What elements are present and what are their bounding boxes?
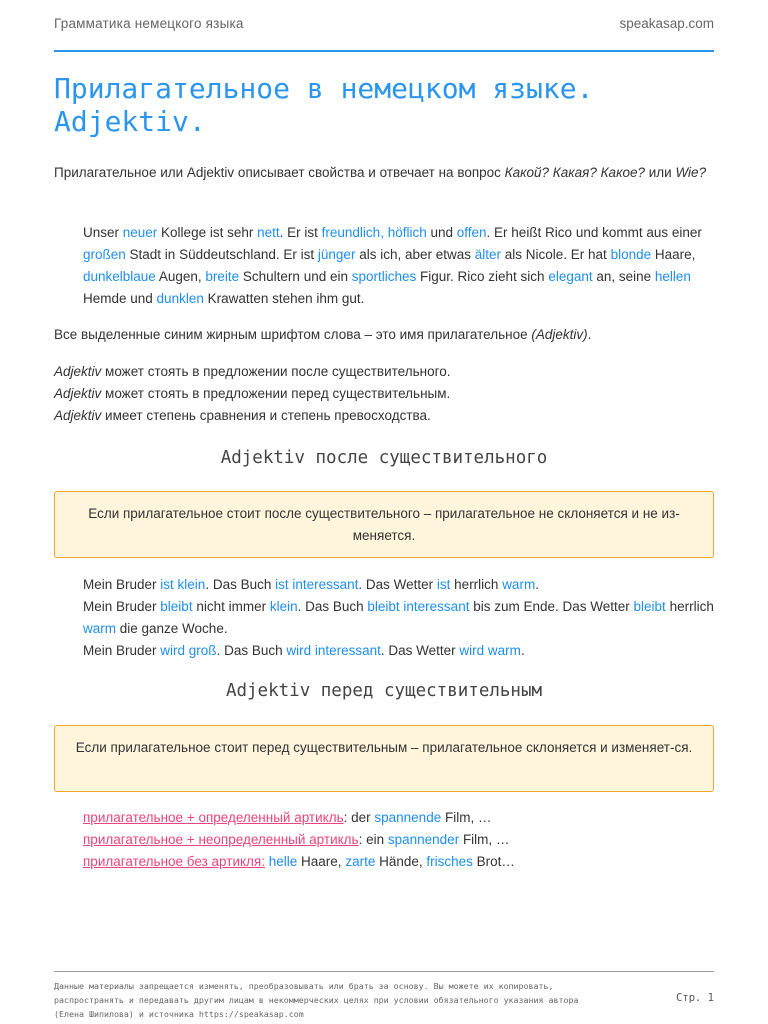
property-line [54, 405, 714, 427]
text-segment: Mein Bruder [83, 643, 161, 658]
header-site: speakasap.com [619, 16, 714, 31]
highlighted-adjective: neuer [122, 225, 158, 240]
examples-after-noun [83, 574, 714, 662]
highlighted-adjective: hellen [654, 269, 691, 284]
property-text: имеет степень сравнения и степень превосходства. [101, 408, 431, 423]
text-segment: Brot… [472, 854, 515, 869]
highlighted-adjective: älter [474, 247, 502, 262]
grammar-link[interactable]: прилагательное без артикля: [83, 854, 265, 869]
intro-wie: Wie? [675, 165, 707, 180]
text-segment: Mein Bruder [83, 599, 161, 614]
text-segment: Schultern und ein [239, 269, 352, 284]
text-segment: . Das Wetter [358, 577, 437, 592]
highlighted-adjective: breite [205, 269, 240, 284]
page-header [54, 14, 714, 52]
highlight-note-text: Все выделенные синим жирным шрифтом слова – это имя прилагательное [54, 327, 532, 342]
example-line [83, 640, 714, 662]
footer-copyright: Данные материалы запрещается изменять, преобразовывать или брать за основу. Вы можете их копировать, распространять и передавать другим лицам в некоммерческих целях при условии обязательного указания автора (Елена Шипилова) и источника https://speakasap.com [54, 981, 579, 1019]
highlighted-adjective: wird interessant [286, 643, 381, 658]
rule-box-before-noun [54, 725, 714, 792]
highlighted-adjective: blonde [610, 247, 652, 262]
header-title: Грамматика немецкого языка [54, 16, 244, 31]
highlight-note [54, 324, 714, 346]
text-segment: herrlich [665, 599, 714, 614]
properties-list [54, 361, 714, 427]
example-line [83, 851, 714, 873]
text-segment: Stadt in Süddeutschland. Er ist [125, 247, 318, 262]
highlighted-adjective: klein [269, 599, 298, 614]
highlighted-adjective: wird groß [160, 643, 217, 658]
rule-box-text: Если прилагательное стоит перед существительным – прилагательное склоняется и изменяет-ся. [75, 740, 693, 755]
highlighted-adjective: warm [83, 621, 116, 636]
property-term: Adjektiv [54, 408, 102, 423]
text-segment: . Das Buch [297, 599, 368, 614]
highlighted-adjective: freundlich, höflich [321, 225, 427, 240]
text-segment: : der [343, 810, 375, 825]
text-segment: bis zum Ende. Das Wetter [469, 599, 634, 614]
highlighted-adjective: ist [436, 577, 451, 592]
highlighted-adjective: frisches [426, 854, 473, 869]
text-segment: als Nicole. Er hat [501, 247, 611, 262]
text-segment: an, seine [592, 269, 655, 284]
intro-text: Прилагательное или Adjektiv описывает свойства и отвечает на вопрос [54, 165, 505, 180]
text-segment: Haare, [297, 854, 346, 869]
example-paragraph [83, 222, 714, 310]
highlight-note-end: . [587, 327, 592, 342]
grammar-link[interactable]: прилагательное + неопределенный артикль [83, 832, 359, 847]
highlighted-adjective: elegant [548, 269, 593, 284]
grammar-link[interactable]: прилагательное + определенный артикль [83, 810, 344, 825]
highlighted-adjective: nett [257, 225, 280, 240]
text-segment: Haare, [651, 247, 696, 262]
highlighted-adjective: warm [502, 577, 536, 592]
text-segment: herrlich [450, 577, 503, 592]
property-term: Adjektiv [54, 386, 102, 401]
text-segment: Krawatten stehen ihm gut. [203, 291, 365, 306]
property-term: Adjektiv [54, 364, 102, 379]
text-segment: . Er heißt Rico und kommt aus einer [486, 225, 702, 240]
text-segment: Figur. Rico zieht sich [416, 269, 549, 284]
highlighted-adjective: bleibt interessant [367, 599, 470, 614]
text-segment: . [535, 577, 539, 592]
highlighted-adjective: großen [83, 247, 126, 262]
property-line [54, 383, 714, 405]
text-segment: nicht immer [192, 599, 270, 614]
text-segment: . Das Wetter [380, 643, 460, 658]
text-segment: Film, … [459, 832, 510, 847]
page-title: Прилагательное в немецком языке. Adjektiv. [54, 72, 594, 138]
highlighted-adjective: sportliches [351, 269, 417, 284]
intro-questions: Какой? Какая? Какое? [504, 165, 645, 180]
text-segment: . [520, 643, 525, 658]
intro-or: или [644, 165, 676, 180]
example-line [83, 596, 714, 640]
text-segment: . Das Buch [205, 577, 276, 592]
rule-box-text: Если прилагательное стоит после существительного – прилагательное не склоняется и не из-меняется. [88, 506, 680, 543]
text-segment: Film, … [441, 810, 492, 825]
example-line [83, 807, 714, 829]
highlighted-adjective: spannende [374, 810, 442, 825]
highlighted-adjective: jünger [317, 247, 356, 262]
text-segment: Hände, [375, 854, 427, 869]
text-segment: . Das Buch [216, 643, 287, 658]
highlighted-adjective: bleibt [633, 599, 666, 614]
property-text: может стоять в предложении после существительного. [101, 364, 451, 379]
example-line [83, 574, 714, 596]
text-segment: . Er ist [279, 225, 322, 240]
highlighted-adjective: bleibt [160, 599, 193, 614]
highlighted-adjective: dunkelblaue [83, 269, 156, 284]
text-segment: Kollege ist sehr [157, 225, 258, 240]
page-number: Стр. 1 [676, 992, 714, 1004]
highlighted-adjective: zarte [345, 854, 376, 869]
highlight-note-term: (Adjektiv) [531, 327, 588, 342]
intro-paragraph [54, 162, 714, 184]
property-text: может стоять в предложении перед существительным. [101, 386, 451, 401]
highlighted-adjective: wird warm [459, 643, 521, 658]
section-heading-after-noun: Adjektiv после существительного [220, 448, 548, 468]
highlighted-adjective: dunklen [156, 291, 204, 306]
text-segment: die ganze Woche. [116, 621, 228, 636]
example-line [83, 829, 714, 851]
text-segment: Mein Bruder [83, 577, 161, 592]
highlighted-adjective: helle [268, 854, 298, 869]
text-segment: und [426, 225, 457, 240]
section-heading-before-noun: Adjektiv перед существительным [225, 681, 543, 701]
text-segment: : ein [358, 832, 388, 847]
page-footer [54, 971, 714, 1019]
examples-before-noun [83, 807, 714, 873]
text-segment: Hemde und [83, 291, 157, 306]
text-segment: Augen, [155, 269, 206, 284]
highlighted-adjective: spannender [387, 832, 460, 847]
rule-box-after-noun [54, 491, 714, 558]
text-segment: als ich, aber etwas [355, 247, 475, 262]
text-segment: Unser [83, 225, 123, 240]
highlighted-adjective: ist klein [160, 577, 206, 592]
highlighted-adjective: ist interessant [275, 577, 359, 592]
property-line [54, 361, 714, 383]
highlighted-adjective: offen [456, 225, 487, 240]
